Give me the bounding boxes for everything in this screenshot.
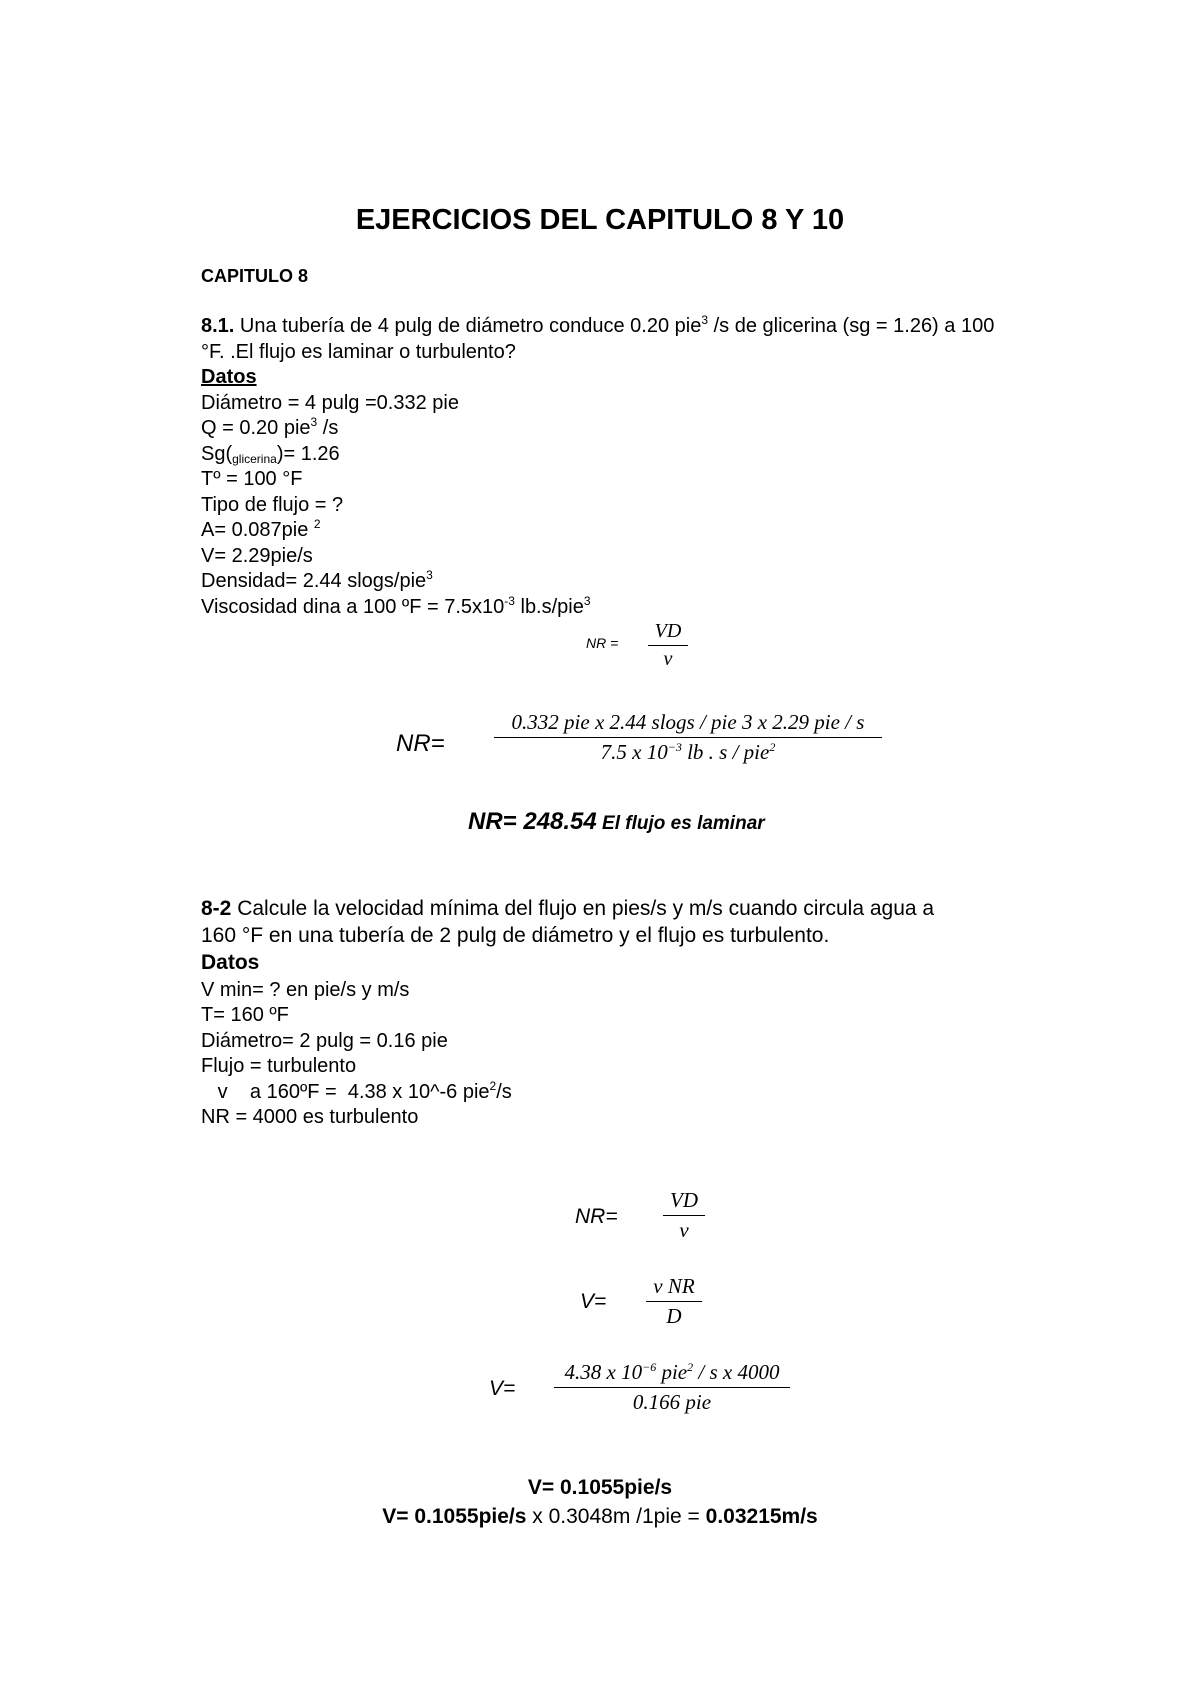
datum-flow-regime: Flujo = turbulento [201,1055,357,1077]
page-title: EJERCICIOS DEL CAPITULO 8 Y 10 [355,204,845,236]
chapter-heading: CAPITULO 8 [201,266,309,286]
datum-temperature: Tº = 100 °F [201,468,303,490]
datum-reynolds-number: NR = 4000 es turbulento [201,1106,419,1128]
datum-specific-gravity: $Sg(_{glicerina})= 1.26$ [201,443,340,466]
datum-density: Densidad= 2.44 slogs/pie$^3$ [201,568,433,592]
formula-reynolds-fraction: VD v [648,620,688,671]
exercise-1-statement: 8.1. Una tubería de 4 pulg de diámetro conduce 0.20 pie$^3$ /s de glicerina (sg = 1.26) a 100 [201,313,995,337]
datum-diameter: Diámetro = 4 pulg =0.332 pie [201,392,459,414]
formula-2-substituted-lhs: V= [489,1377,516,1400]
formula-2-reynolds-lhs: NR= [575,1205,618,1228]
datum-area: A= 0.087pie $^2$ [201,517,321,541]
exercise-2-statement: 8-2 Calcule la velocidad mínima del flujo en pies/s y m/s cuando circula agua a [201,897,935,920]
datum-flow-type: Tipo de flujo = ? [201,494,344,516]
datum-flow: Q = 0.20 pie$^3$ /s [201,415,339,439]
formula-substituted-fraction: 0.332 pie x 2.44 slogs / pie 3 x 2.29 pie / s 7.5 x $10^{-3}$ lb . s / pie$^2$ [494,710,882,765]
exercise-2-result-1: V= 0.1055pie/s [527,1476,673,1499]
formula-2-velocity-lhs: V= [580,1290,607,1313]
datum-temperature-2: T= 160 ºF [201,1004,289,1026]
exercise-1-statement-line2: °F. .El flujo es laminar o turbulento? [201,341,516,363]
exercise-1-result: NR= 248.54 El flujo es laminar [468,808,765,835]
exercise-1-datos-label: Datos [201,366,257,388]
datum-diameter-2: Diámetro= 2 pulg = 0.16 pie [201,1030,448,1052]
formula-substituted-lhs: NR= [396,730,445,757]
formula-2-velocity-fraction: v NR D [646,1274,702,1329]
exercise-2-datos-label: Datos [201,951,260,974]
datum-kinematic-viscosity: v a 160ºF = 4.38 x 10^-6 pie$^2$/s [201,1079,512,1103]
exercise-2-statement-line2: 160 °F en una tubería de 2 pulg de diámetro y el flujo es turbulento. [201,924,830,947]
datum-min-velocity: V min= ? en pie/s y m/s [201,979,410,1001]
exercise-2-number: 8-2 [201,897,232,920]
exercise-2-result-2: V= 0.1055pie/s x 0.3048m /1pie = 0.03215m/s [382,1505,818,1528]
datum-viscosity: Viscosidad dina a 100 ºF = $7.5x10^{-3}$ lb.s/pie$^3$ [201,594,591,618]
formula-2-substituted-fraction: 4.38 x $10^{-6}$ pie$^2$ / s x 4000 0.166 pie [554,1360,790,1415]
formula-2-reynolds-fraction: VD v [663,1188,705,1243]
formula-reynolds-lhs: NR = [586,635,619,651]
exercise-1-number: 8.1. [201,315,235,337]
datum-velocity: V= 2.29pie/s [201,545,313,567]
